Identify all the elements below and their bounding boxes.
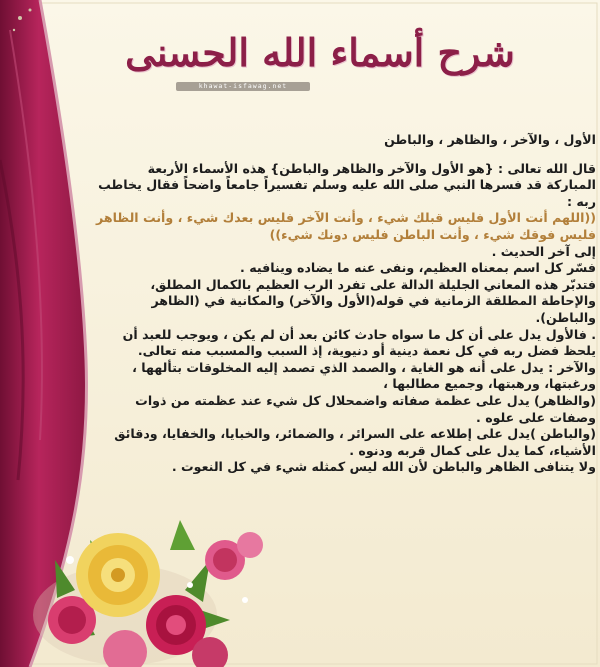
header (0, 30, 600, 75)
paragraph-1: فسّر كل اسم بمعناه العظيم، ونفى عنه ما يضاده وينافيه . (240, 260, 596, 276)
article-heading: الأول ، والآخر ، والظاهر ، والباطن (384, 132, 596, 147)
paragraph-6: (والباطن )يدل على إطلاعه على السرائر ، والضمائر، والخبايا، والخفايا، ودقائق الأشياء، كما يدل على كمال قربه ودنوه . (114, 426, 596, 458)
paragraph-3: . فالأول يدل على أن كل ما سواه حادث كائن بعد أن لم يكن ، ويوجب للعبد أن يلحظ فضل ربه في كل نعمة دينية أو دنيوية، إذ السبب والمسبب منه تعالى. (122, 326, 596, 359)
site-url: khawat-isfawag.net (176, 82, 310, 91)
page-title: شرح أسماء الله الحسنى (125, 30, 515, 75)
paragraph-5: (والظاهر) يدل على عظمة صفاته واضمحلال كل شيء عند عظمته من ذوات وصفات على علوه . (135, 392, 596, 425)
article-body (96, 132, 596, 476)
hadith-end: إلى آخر الحديث . (491, 243, 596, 259)
hadith-quote: ((اللهم أنت الأول فليس قبلك شيء ، وأنت الآخر فليس بعدك شيء ، وأنت الظاهر فليس فوقك شيء ، وأنت الباطن فليس دونك شيء)) (96, 210, 596, 242)
intro-paragraph: قال الله تعالى : {هو الأول والآخر والظاهر والباطن} هذه الأسماء الأربعة المباركة قد فسرها النبي صلى الله عليه وسلم تفسيراً جامعاً واضحاً فقال يخاطب ربه : (98, 160, 596, 209)
paragraph-2: فتدبّر هذه المعاني الجليلة الدالة على تفرد الرب العظيم بالكمال المطلق، والإحاطة المطلقة الزمانية في قوله(الأول والآخر) والمكانية في (الظاهر والباطن). (150, 276, 596, 325)
paragraph-4: والآخر : يدل على أنه هو الغاية ، والصمد الذي تصمد إليه المخلوقات بتألهها ، ورغبتها، ورهبتها، وجميع مطالبها ، (132, 359, 596, 392)
paragraph-7: ولا يتنافى الظاهر والباطن لأن الله ليس كمثله شيء في كل النعوت . (171, 459, 596, 475)
